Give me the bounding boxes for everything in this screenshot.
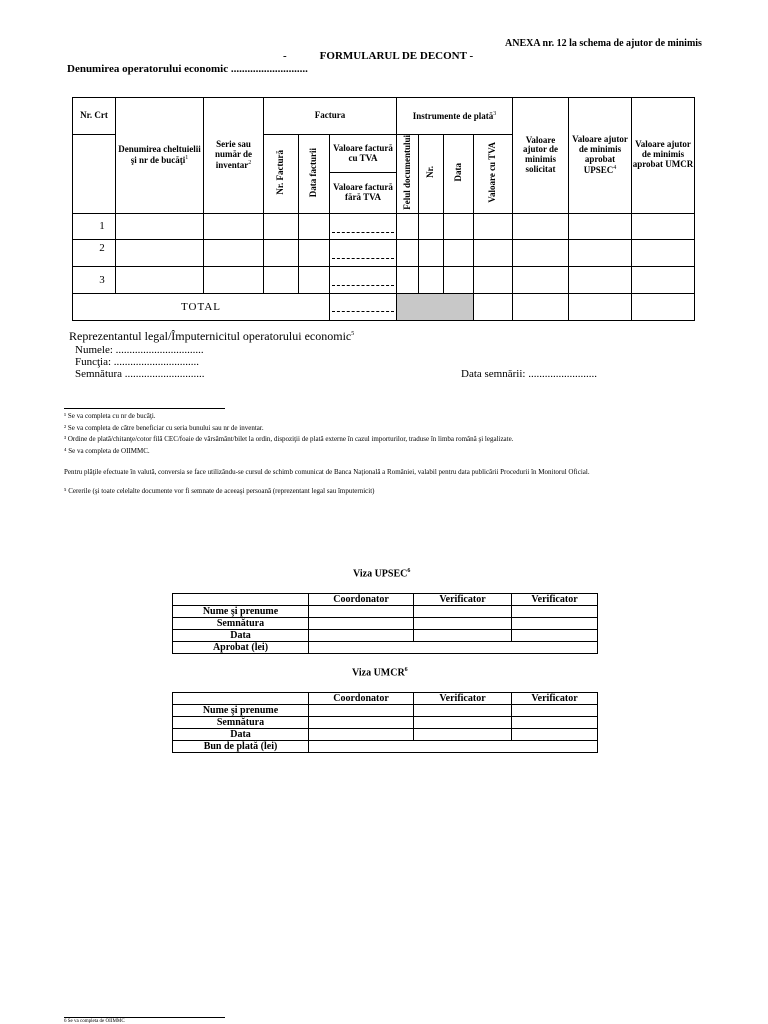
footnote-currency: Pentru plăţile efectuate în valută, conversia se face utilizându-se cursul de schimb comunicat de Banca Naţională a României, valabil pentru data publicării Procedurii în Monitorul Oficial. (64, 468, 590, 476)
cell[interactable] (309, 705, 414, 717)
row-number: 2 (73, 239, 116, 266)
cell[interactable] (397, 239, 419, 266)
operator-name-label: Denumirea operatorului economic ............................ (67, 63, 308, 75)
cell-aprobat[interactable] (309, 642, 598, 654)
header-denumirea: Denumirea cheltuielii şi nr de bucăţi$^1$ (116, 98, 204, 214)
cell[interactable] (632, 213, 695, 239)
table-row (73, 213, 695, 239)
footnote-4: ⁴ Se va completa de OIIMMC. (64, 447, 150, 455)
header-instrumente-group: Instrumente de plată$^3$ (397, 98, 513, 135)
cell-valoare[interactable] (330, 266, 397, 293)
cell[interactable] (414, 630, 512, 642)
representative-title: Reprezentantul legal/Împuternicitul operatorului economic$^5$ (69, 329, 355, 343)
viza-row-label: Semnătura (173, 618, 309, 630)
header-valoare-factura (330, 135, 397, 214)
viza-header-verificator-2: Verificator (512, 693, 598, 705)
cell[interactable] (116, 239, 204, 266)
decont-table (72, 97, 695, 321)
cell[interactable] (474, 239, 513, 266)
cell[interactable] (116, 266, 204, 293)
viza-row-label: Nume şi prenume (173, 606, 309, 618)
viza-upsec-title: Viza UPSEC$^6$ (353, 568, 411, 580)
cell[interactable] (204, 213, 264, 239)
viza-header-coordonator: Coordonator (309, 693, 414, 705)
header-serie: Serie sau număr de inventar$^2$ (204, 98, 264, 214)
cell[interactable] (419, 213, 444, 239)
header-nr-crt-empty (73, 135, 116, 214)
row-number: 1 (73, 213, 116, 239)
cell[interactable] (474, 293, 513, 320)
representative-signature: Semnătura ............................. (75, 368, 205, 380)
cell[interactable] (299, 239, 330, 266)
total-label: TOTAL (73, 293, 330, 320)
representative-name: Numele: ................................ (75, 344, 204, 356)
viza-upsec-table (172, 593, 598, 654)
cell[interactable] (513, 239, 569, 266)
cell[interactable] (419, 239, 444, 266)
form-title: - FORMULARUL DE DECONT - (283, 50, 474, 62)
table-row (73, 239, 695, 266)
cell[interactable] (419, 266, 444, 293)
cell[interactable] (397, 213, 419, 239)
viza-header-verificator-2: Verificator (512, 594, 598, 606)
cell[interactable] (513, 213, 569, 239)
viza-row-label: Bun de plată (lei) (173, 741, 309, 753)
representative-function: Funcţia: ............................... (75, 356, 200, 368)
header-data: Data (444, 135, 474, 214)
cell[interactable] (632, 239, 695, 266)
cell[interactable] (397, 266, 419, 293)
viza-row-label: Semnătura (173, 717, 309, 729)
cell-bun-de-plata[interactable] (309, 741, 598, 753)
cell[interactable] (204, 239, 264, 266)
viza-row-label: Data (173, 729, 309, 741)
total-valoare[interactable] (330, 293, 397, 320)
cell[interactable] (264, 213, 299, 239)
cell[interactable] (569, 213, 632, 239)
cell[interactable] (512, 717, 598, 729)
cell[interactable] (309, 717, 414, 729)
cell[interactable] (309, 606, 414, 618)
header-nr-factura: Nr. Factură (264, 135, 299, 214)
cell[interactable] (513, 266, 569, 293)
header-valoare-umcr: Valoare ajutor de minimis aprobat UMCR (632, 98, 695, 214)
viza-header-coordonator: Coordonator (309, 594, 414, 606)
cell[interactable] (569, 239, 632, 266)
cell[interactable] (512, 729, 598, 741)
cell[interactable] (444, 239, 474, 266)
cell[interactable] (632, 266, 695, 293)
footnote-2: ² Se va completa de către beneficiar cu seria bunului sau nr de inventar. (64, 424, 264, 432)
header-factura-group: Factura (264, 98, 397, 135)
viza-row-label: Nume şi prenume (173, 705, 309, 717)
footnote-rule (64, 408, 225, 409)
header-valoare-fara-tva: Valoare factură fără TVA (333, 181, 393, 202)
cell[interactable] (414, 729, 512, 741)
cell[interactable] (414, 606, 512, 618)
cell[interactable] (512, 705, 598, 717)
header-nr: Nr. (419, 135, 444, 214)
header-valoare-cu-tva-plata: Valoare cu TVA (474, 135, 513, 214)
header-nr-crt: Nr. Crt (73, 98, 116, 135)
total-gray-cell (397, 293, 474, 320)
cell[interactable] (513, 293, 569, 320)
table-row (73, 266, 695, 293)
footnote-5: ⁵ Cererile (şi toate celelalte documente vor fi semnate de aceeaşi persoană (reprezentant legal sau împuternicit) (64, 487, 375, 495)
cell[interactable] (512, 606, 598, 618)
cell[interactable] (309, 729, 414, 741)
viza-header-empty (173, 594, 309, 606)
cell[interactable] (632, 293, 695, 320)
header-valoare-solicitat: Valoare ajutor de minimis solicitat (513, 98, 569, 214)
cell-valoare[interactable] (330, 239, 397, 266)
cell[interactable] (474, 266, 513, 293)
date-signature: Data semnării: ......................... (461, 368, 597, 380)
cell[interactable] (444, 266, 474, 293)
cell[interactable] (474, 213, 513, 239)
cell[interactable] (569, 266, 632, 293)
cell[interactable] (264, 239, 299, 266)
header-valoare-upsec: Valoare ajutor de minimis aprobat UPSEC$^4$ (569, 98, 632, 214)
cell[interactable] (204, 266, 264, 293)
header-data-factura: Data facturii (299, 135, 330, 214)
cell[interactable] (512, 630, 598, 642)
cell[interactable] (414, 717, 512, 729)
bottom-footnote-rule (64, 1017, 225, 1018)
total-row (73, 293, 695, 320)
cell[interactable] (569, 293, 632, 320)
viza-umcr-title: Viza UMCR$^6$ (352, 667, 408, 679)
cell[interactable] (299, 213, 330, 239)
cell[interactable] (309, 630, 414, 642)
viza-row-label: Aprobat (lei) (173, 642, 309, 654)
cell[interactable] (512, 618, 598, 630)
annex-title: ANEXA nr. 12 la schema de ajutor de minimis (505, 38, 702, 49)
cell[interactable] (116, 213, 204, 239)
cell[interactable] (414, 705, 512, 717)
viza-umcr-table (172, 692, 598, 753)
header-felul-documentului: Felul documentului (397, 135, 419, 214)
viza-header-verificator: Verificator (414, 693, 512, 705)
viza-row-label: Data (173, 630, 309, 642)
footnote-3: ³ Ordine de plată/chitanţe/cotor filă CEC/foaie de vărsământ/bilet la ordin, dispoziţii de plată externe în cazul importurilor, traduse în limba română şi legalizate. (64, 435, 514, 443)
cell[interactable] (414, 618, 512, 630)
cell-valoare[interactable] (330, 213, 397, 239)
viza-header-empty (173, 693, 309, 705)
cell[interactable] (444, 213, 474, 239)
cell[interactable] (299, 266, 330, 293)
viza-header-verificator: Verificator (414, 594, 512, 606)
footnote-1: ¹ Se va completa cu nr de bucăţi. (64, 412, 156, 420)
bottom-footnote: 6 Se va completa de OIIMMC (64, 1019, 125, 1024)
row-number: 3 (73, 266, 116, 293)
header-valoare-cu-tva: Valoare factură cu TVA (330, 135, 396, 173)
cell[interactable] (309, 618, 414, 630)
cell[interactable] (264, 266, 299, 293)
